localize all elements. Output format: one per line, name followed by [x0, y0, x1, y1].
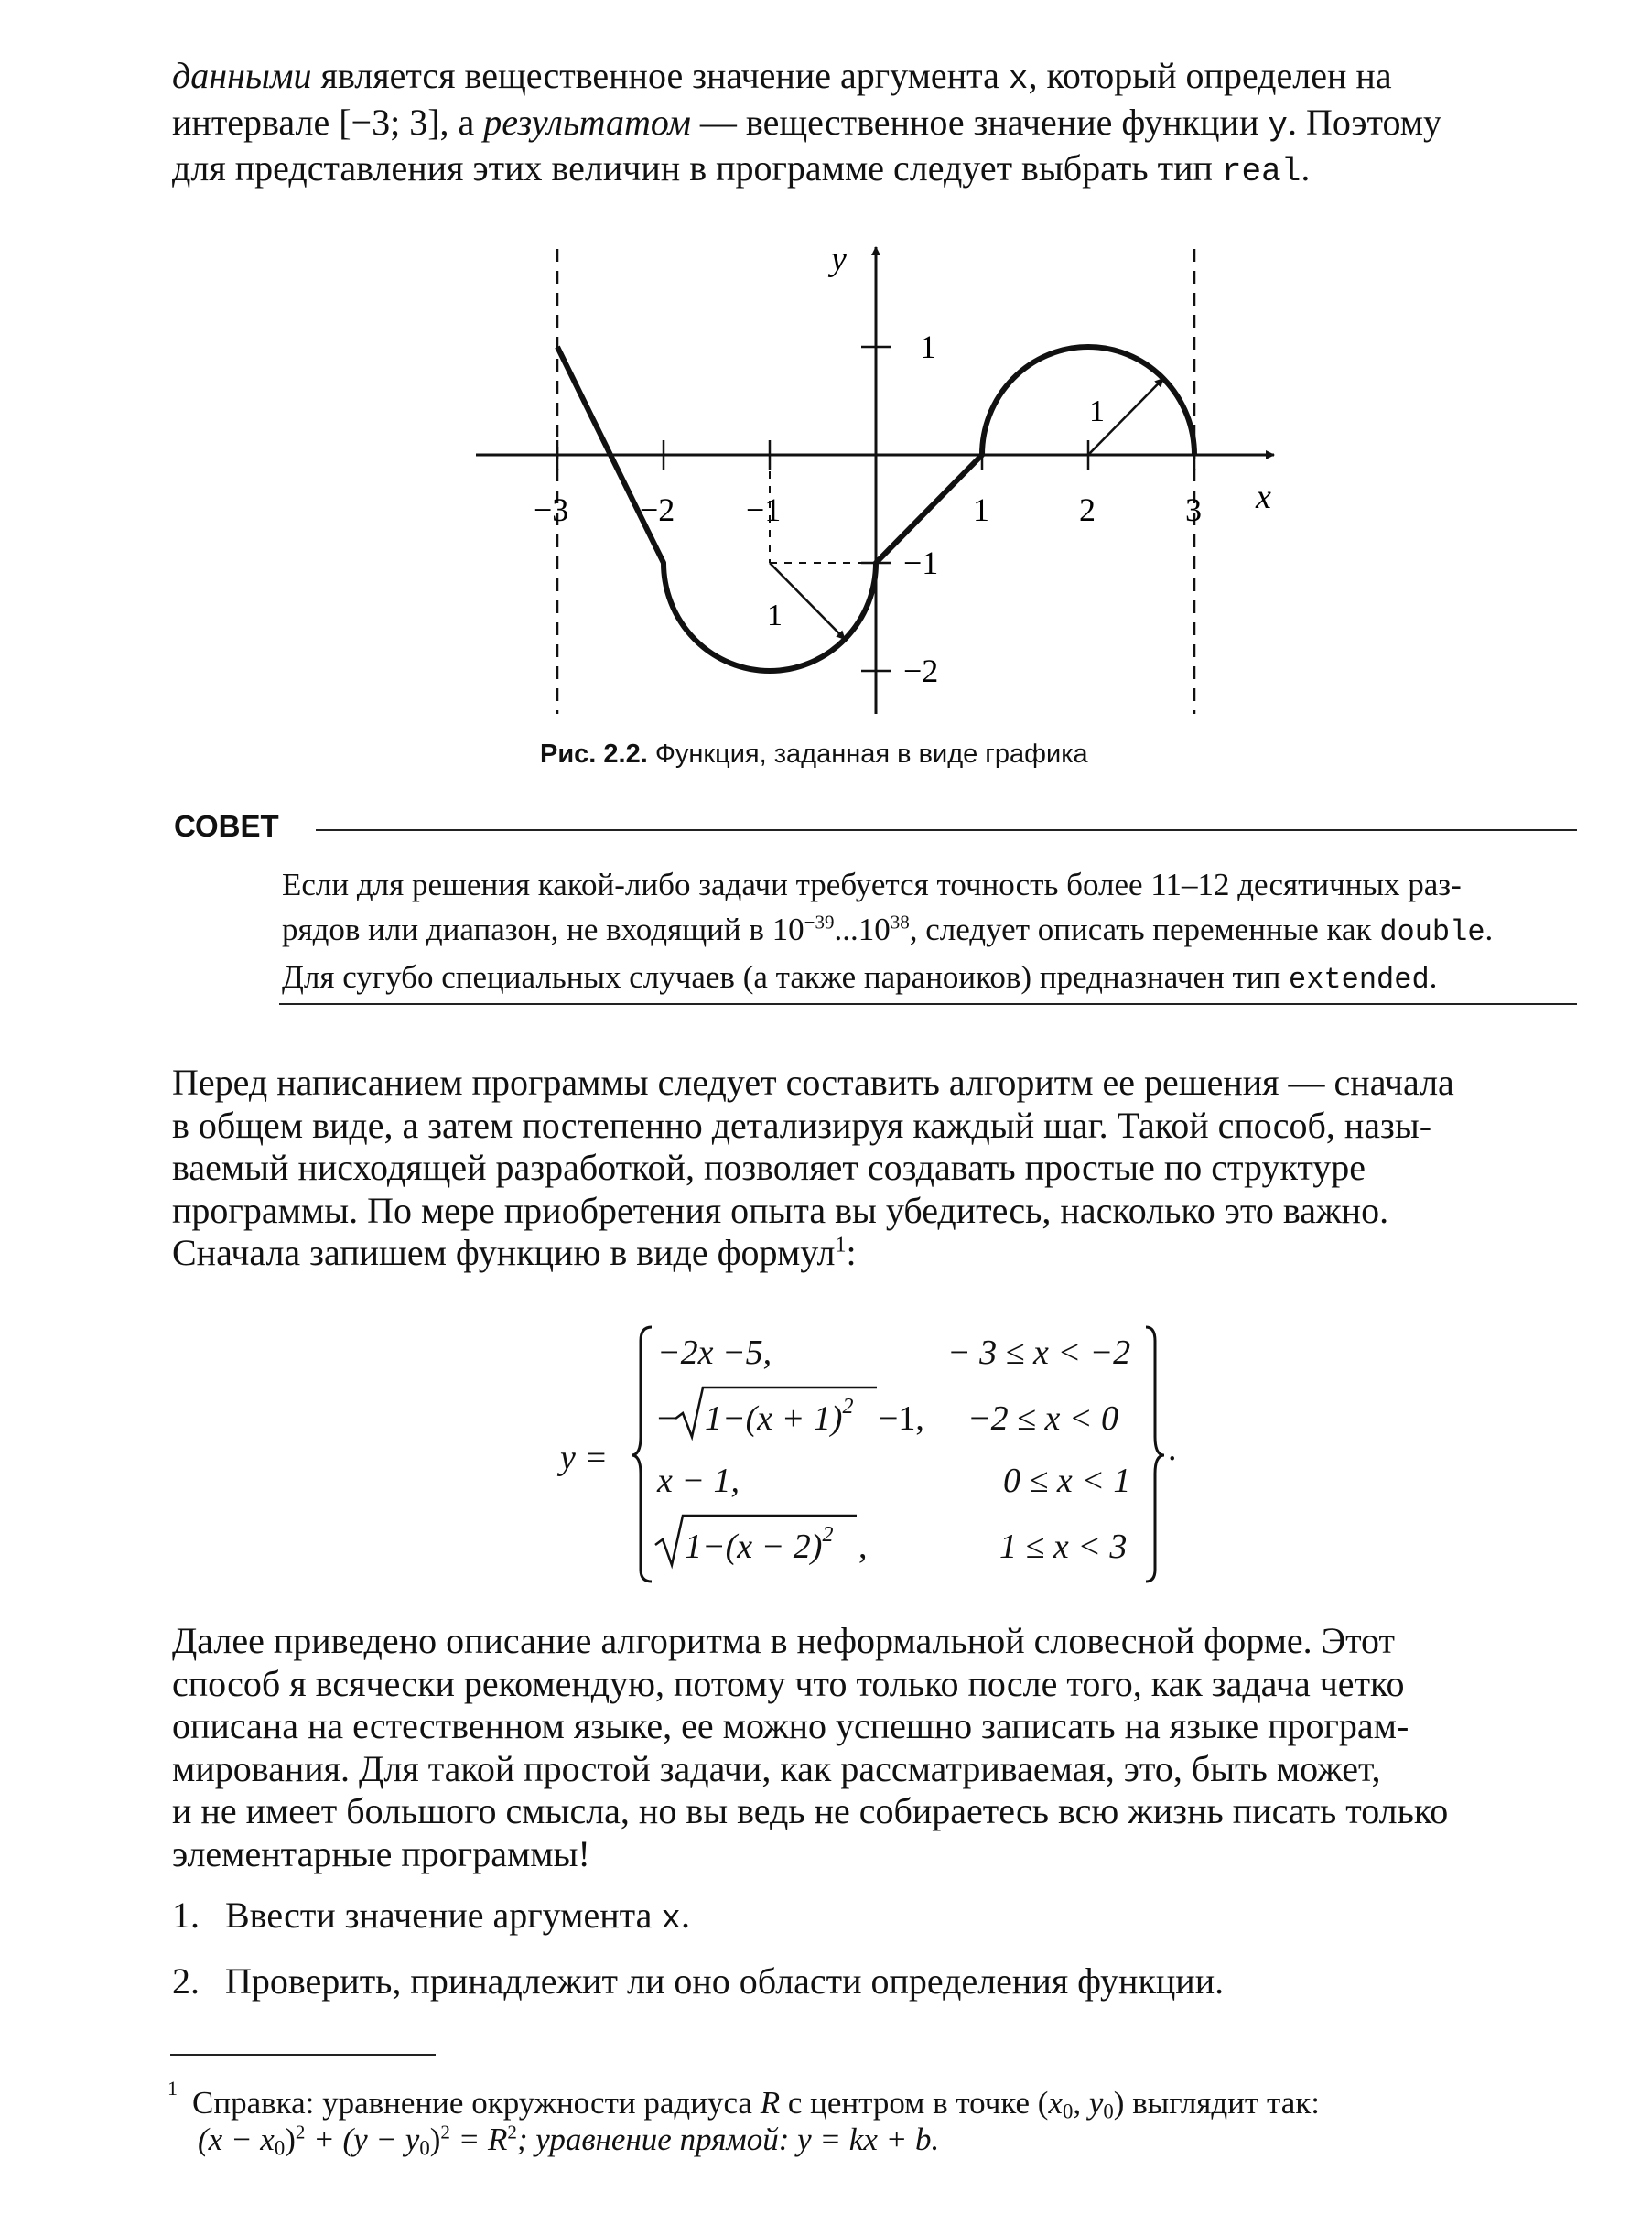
advice-line-1: Если для решения какой-либо задачи требуется точность более 11–12 десятичных раз- — [282, 867, 1462, 902]
math: ; уравнение прямой: y = kx + b. — [516, 2121, 940, 2157]
advice-divider-bottom — [279, 1003, 1577, 1005]
function-graph — [0, 0, 1652, 750]
exponent: −39 — [804, 911, 835, 934]
text: , который определен на — [1028, 55, 1392, 96]
math-sub: 0 — [419, 2136, 430, 2160]
x-tick-label: −3 — [534, 491, 569, 528]
advice-title: СОВЕТ — [174, 809, 279, 843]
line: способ я всячески рекомендую, потому что только после того, как задача четко — [172, 1662, 1405, 1704]
text: Проверить, принадлежит ли оно области определения функции. — [225, 1960, 1225, 2002]
list-item — [172, 1895, 690, 1940]
formula-end-dot: . — [1168, 1430, 1177, 1468]
code-real: real — [1221, 153, 1301, 190]
text: . — [1429, 959, 1438, 995]
x-tick-label: 2 — [1079, 491, 1096, 528]
text: с центром в точке ( — [780, 2084, 1049, 2121]
text: : — [846, 1232, 857, 1273]
text: , — [1073, 2084, 1089, 2121]
math: (x − x — [198, 2121, 275, 2157]
text: ) выглядит так: — [1113, 2084, 1320, 2121]
text: Ввести значение аргумента — [225, 1895, 662, 1936]
line: мирования. Для такой простой задачи, как рассматриваемая, это, быть может, — [172, 1747, 1381, 1789]
math: x — [1048, 2084, 1063, 2121]
formula-row2-post: −1, — [879, 1399, 924, 1438]
line: в общем виде, а затем постепенно детализируя каждый шаг. Такой способ, назы- — [172, 1104, 1432, 1146]
code-x: x — [1008, 60, 1029, 98]
line: ваемый нисходящей разработкой, позволяет создавать простые по структуре — [172, 1147, 1366, 1188]
math-sub: 0 — [274, 2136, 286, 2160]
math-sup: 2 — [507, 2121, 517, 2143]
text: . — [680, 1895, 690, 1936]
exponent: 38 — [890, 911, 910, 934]
math-sup: 2 — [440, 2121, 450, 2143]
figure-caption — [540, 740, 1088, 770]
formula-row1-cond: − 3 ≤ x < −2 — [947, 1333, 1131, 1372]
text: рядов или диапазон, не входящий в 10 — [282, 912, 804, 947]
list-item — [172, 1960, 1224, 2003]
code-y: y — [1268, 106, 1288, 145]
formula-row1-expr: −2x −5, — [657, 1333, 772, 1372]
line: Далее приведено описание алгоритма в неформальной словесной форме. Этот — [172, 1620, 1395, 1661]
x-tick-label: 3 — [1185, 491, 1202, 528]
text: для представления этих величин в программе следует выбрать тип — [172, 147, 1222, 189]
caption-text: Функция, заданная в виде графика — [647, 740, 1088, 769]
footnote-ref: 1 — [835, 1233, 847, 1258]
text: Сначала запишем функцию в виде формул — [172, 1232, 836, 1273]
footnote — [167, 2070, 1582, 2158]
formula-row4-radicand: $1-(x - 2)^2$ — [685, 1523, 834, 1566]
line: Перед написанием программы следует составить алгоритм ее решения — сначала — [172, 1062, 1454, 1103]
y-axis-label: y — [831, 240, 847, 278]
formula-row2-radicand: $1-(x + 1)^2$ — [705, 1395, 854, 1438]
math-sub: 0 — [1103, 2100, 1114, 2123]
x-axis-label: x — [1256, 478, 1271, 516]
line: и не имеет большого смысла, но вы ведь не собираетесь всю жизнь писать только — [172, 1790, 1449, 1831]
line — [172, 1232, 1582, 1275]
formula-row4-cond: 1 ≤ x < 3 — [999, 1528, 1128, 1566]
x-tick-label: −1 — [746, 491, 782, 528]
math: + (y − y — [305, 2121, 420, 2157]
x-tick-label: −2 — [640, 491, 675, 528]
text: — вещественное значение функции — [690, 101, 1269, 143]
text: Справка: уравнение окружности радиуса — [192, 2084, 761, 2121]
advice-body — [282, 862, 1577, 1002]
text: , следует описать переменные как — [909, 912, 1380, 947]
text: интервале [−3; 3], а — [172, 101, 484, 143]
list-number: 2. — [172, 1960, 200, 2002]
math: R — [760, 2084, 781, 2121]
radius-label-lower: 1 — [767, 599, 783, 632]
math: = R — [449, 2121, 508, 2157]
text: . Поэтому — [1287, 101, 1442, 143]
code-double: double — [1379, 915, 1485, 949]
line: программы. По мере приобретения опыта вы убедитесь, насколько это важно. — [172, 1189, 1389, 1231]
y-tick-label: −1 — [903, 545, 939, 581]
line: описана на естественном языке, ее можно успешно записать на языке програм- — [172, 1705, 1409, 1746]
math-sup: 2 — [295, 2121, 306, 2143]
formula-row2-minus: − — [657, 1399, 677, 1438]
caption-number: Рис. 2.2. — [540, 740, 648, 769]
footnote-mark: 1 — [167, 2077, 178, 2100]
math: y — [1088, 2084, 1104, 2121]
code-extended: extended — [1289, 963, 1430, 997]
advice-divider-top — [316, 829, 1577, 831]
text: ) — [285, 2121, 296, 2157]
paragraph-algorithm — [172, 1062, 1582, 1275]
footnote-line-1 — [167, 2070, 1582, 2121]
right-brace — [1146, 1327, 1164, 1582]
paragraph-description — [172, 1620, 1582, 1875]
code-x: x — [661, 1900, 681, 1938]
formula-row3-expr: x − 1, — [657, 1462, 740, 1500]
advice-line-3 — [282, 955, 1577, 1002]
line: элементарные программы! — [172, 1832, 590, 1874]
formula-lhs: y = — [560, 1439, 609, 1477]
text: является вещественное значение аргумента — [311, 55, 1009, 96]
advice-line-2 — [282, 907, 1577, 955]
radius-label-upper: 1 — [1089, 394, 1105, 428]
y-tick-label: −2 — [903, 653, 939, 689]
formula-row4-post: , — [858, 1528, 868, 1566]
text: ) — [429, 2121, 441, 2157]
math-sub: 0 — [1063, 2100, 1074, 2123]
footnote-line-2 — [167, 2121, 1582, 2158]
piecewise-formula — [0, 1300, 1652, 1592]
text: . — [1485, 912, 1494, 947]
x-tick-label: 1 — [973, 491, 989, 528]
formula-row2-cond: −2 ≤ x < 0 — [967, 1399, 1119, 1438]
text: ...10 — [834, 912, 891, 947]
formula-row3-cond: 0 ≤ x < 1 — [1003, 1462, 1131, 1500]
term-result: результатом — [483, 101, 691, 143]
term-data: данными — [172, 55, 312, 96]
left-brace — [632, 1327, 652, 1582]
text: Для сугубо специальных случаев (а также параноиков) предназначен тип — [282, 959, 1290, 995]
text: . — [1301, 147, 1311, 189]
y-tick-label: 1 — [920, 329, 936, 365]
list-number: 1. — [172, 1895, 200, 1936]
footnote-divider — [170, 2054, 436, 2056]
